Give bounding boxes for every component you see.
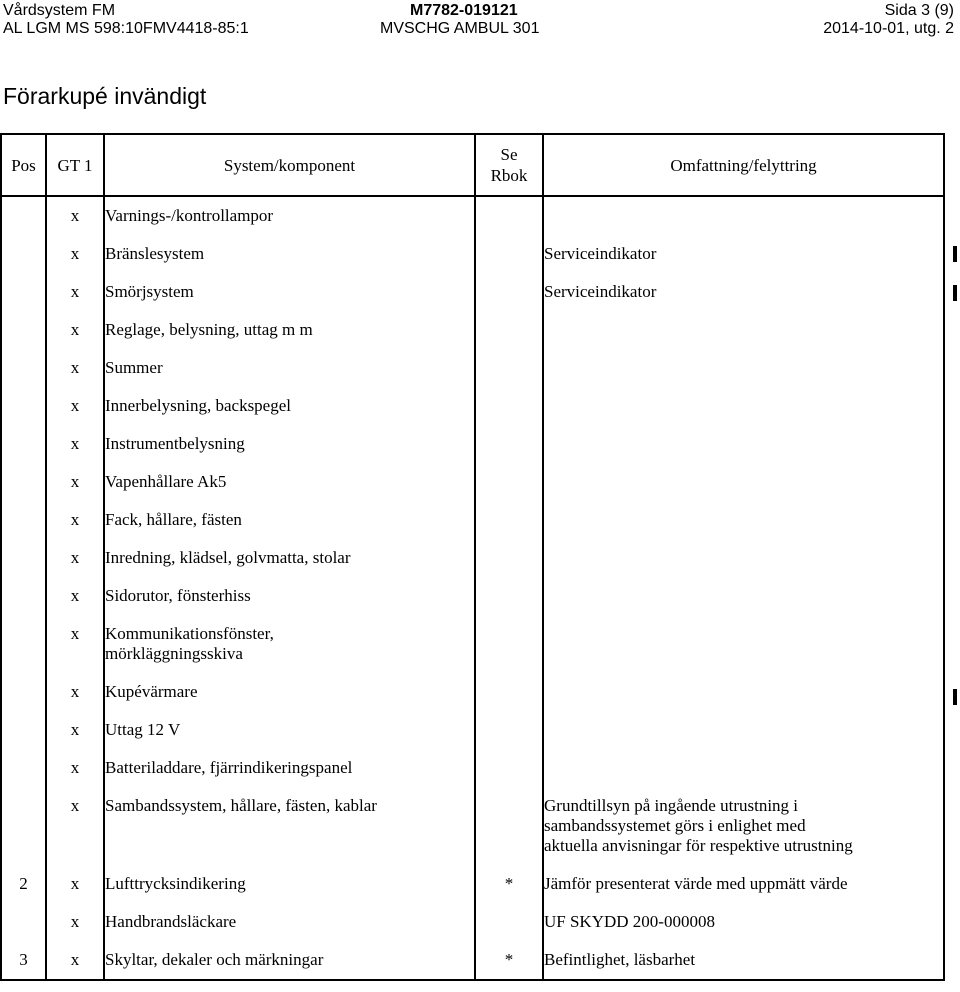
header-date-edition: 2014-10-01, utg. 2 [823, 20, 954, 37]
cell-omfattning [543, 787, 944, 865]
cell-se-rbok [475, 273, 543, 311]
cell-gt-mark: x [46, 349, 104, 387]
table-row [1, 273, 944, 311]
cell-system-component-line: Kupévärmare [105, 682, 198, 701]
cell-omfattning [543, 673, 944, 711]
cell-pos [1, 539, 46, 577]
cell-omfattning [543, 273, 944, 311]
table-row [1, 865, 944, 903]
cell-omfattning [543, 235, 944, 273]
cell-omfattning [543, 749, 944, 787]
table-row [1, 387, 944, 425]
header-document-number: M7782-019121 [410, 2, 518, 19]
cell-gt-mark: x [46, 749, 104, 787]
cell-gt-mark: x [46, 539, 104, 577]
cell-omfattning [543, 425, 944, 463]
table-row [1, 196, 944, 235]
cell-pos [1, 196, 46, 235]
header-pos: Pos [1, 134, 46, 196]
header-omfattning: Omfattning/felyttring [543, 134, 944, 196]
cell-pos [1, 425, 46, 463]
cell-system-component-line: Batteriladdare, fjärrindikeringspanel [105, 758, 353, 777]
cell-omfattning [543, 501, 944, 539]
header-system-component: System/komponent [104, 134, 475, 196]
cell-system-component-line: Handbrandsläckare [105, 912, 237, 931]
cell-gt-mark: x [46, 501, 104, 539]
header-document-reference: AL LGM MS 598:10FMV4418-85:1 [3, 20, 249, 37]
cell-system-component-line: Innerbelysning, backspegel [105, 396, 291, 415]
cell-se-rbok [475, 463, 543, 501]
cell-se-rbok [475, 501, 543, 539]
cell-omfattning [543, 539, 944, 577]
cell-pos [1, 311, 46, 349]
cell-system-component [104, 311, 475, 349]
section-title: Förarkupé invändigt [3, 83, 207, 109]
cell-gt-mark: x [46, 311, 104, 349]
cell-system-component [104, 615, 475, 673]
cell-omfattning [543, 903, 944, 941]
cell-gt-mark: x [46, 273, 104, 311]
cell-se-rbok: * [475, 941, 543, 980]
cell-system-component [104, 539, 475, 577]
header-vehicle-designation: MVSCHG AMBUL 301 [380, 20, 540, 37]
cell-system-component [104, 941, 475, 980]
cell-gt-mark: x [46, 615, 104, 673]
table-row [1, 349, 944, 387]
cell-se-rbok [475, 387, 543, 425]
cell-omfattning [543, 387, 944, 425]
cell-system-component [104, 425, 475, 463]
cell-gt-mark: x [46, 196, 104, 235]
cell-system-component-line: Sambandssystem, hållare, fästen, kablar [105, 796, 377, 815]
cell-system-component-line: Kommunikationsfönster, [105, 624, 274, 643]
cell-gt-mark: x [46, 903, 104, 941]
cell-system-component-line: Skyltar, dekaler och märkningar [105, 950, 324, 969]
cell-omfattning [543, 349, 944, 387]
cell-pos [1, 349, 46, 387]
cell-se-rbok [475, 235, 543, 273]
cell-pos [1, 235, 46, 273]
cell-system-component-line: Vapenhållare Ak5 [105, 472, 227, 491]
cell-pos [1, 711, 46, 749]
cell-se-rbok [475, 425, 543, 463]
cell-omfattning-line: aktuella anvisningar för respektive utrustning [544, 836, 853, 855]
cell-omfattning [543, 941, 944, 980]
cell-omfattning [543, 577, 944, 615]
cell-se-rbok [475, 349, 543, 387]
header-document-name: Vårdsystem FM [3, 2, 116, 19]
cell-pos [1, 615, 46, 673]
cell-gt-mark: x [46, 387, 104, 425]
cell-omfattning [543, 865, 944, 903]
cell-system-component-line: mörkläggningsskiva [105, 644, 243, 663]
maintenance-table [0, 133, 945, 981]
header-gt: GT 1 [46, 134, 104, 196]
cell-system-component-line: Uttag 12 V [105, 720, 181, 739]
table-row [1, 463, 944, 501]
cell-se-rbok [475, 196, 543, 235]
cell-pos [1, 273, 46, 311]
table-row [1, 749, 944, 787]
cell-system-component [104, 749, 475, 787]
cell-system-component-line: Bränslesystem [105, 244, 205, 263]
table-row [1, 235, 944, 273]
cell-system-component-line: Reglage, belysning, uttag m m [105, 320, 313, 339]
table-row [1, 673, 944, 711]
table-row [1, 577, 944, 615]
header-rbok-label: Rbok [490, 166, 528, 185]
cell-gt-mark: x [46, 673, 104, 711]
cell-omfattning [543, 196, 944, 235]
cell-pos [1, 577, 46, 615]
cell-gt-mark: x [46, 711, 104, 749]
cell-system-component-line: Summer [105, 358, 163, 377]
cell-system-component-line: Varnings-/kontrollampor [105, 206, 274, 225]
cell-system-component [104, 463, 475, 501]
cell-system-component [104, 787, 475, 865]
cell-system-component [104, 711, 475, 749]
cell-pos: 3 [1, 941, 46, 980]
change-mark [953, 689, 957, 705]
cell-system-component-line: Smörjsystem [105, 282, 194, 301]
cell-gt-mark: x [46, 463, 104, 501]
cell-system-component [104, 903, 475, 941]
cell-pos [1, 387, 46, 425]
cell-pos [1, 501, 46, 539]
cell-system-component [104, 235, 475, 273]
cell-system-component-line: Lufttrycksindikering [105, 874, 246, 893]
cell-pos [1, 673, 46, 711]
cell-se-rbok [475, 903, 543, 941]
change-mark [953, 285, 957, 301]
cell-omfattning-line: Grundtillsyn på ingående utrustning i [544, 796, 799, 815]
table-row [1, 711, 944, 749]
table-row [1, 311, 944, 349]
cell-omfattning-line: Serviceindikator [544, 244, 657, 263]
cell-gt-mark: x [46, 577, 104, 615]
cell-gt-mark: x [46, 941, 104, 980]
cell-se-rbok [475, 711, 543, 749]
table-row [1, 425, 944, 463]
cell-pos: 2 [1, 865, 46, 903]
cell-system-component [104, 865, 475, 903]
cell-omfattning [543, 615, 944, 673]
cell-system-component [104, 387, 475, 425]
cell-gt-mark: x [46, 425, 104, 463]
cell-omfattning-line: Jämför presenterat värde med uppmätt värde [544, 874, 848, 893]
change-mark [953, 246, 957, 262]
cell-system-component [104, 501, 475, 539]
table-row [1, 903, 944, 941]
cell-omfattning-line: Serviceindikator [544, 282, 657, 301]
cell-omfattning [543, 311, 944, 349]
header-page-number: Sida 3 (9) [884, 2, 954, 19]
cell-gt-mark: x [46, 787, 104, 865]
cell-system-component [104, 273, 475, 311]
table-header-row [1, 134, 944, 196]
cell-pos [1, 903, 46, 941]
cell-gt-mark: x [46, 865, 104, 903]
cell-system-component [104, 349, 475, 387]
cell-omfattning [543, 463, 944, 501]
cell-se-rbok [475, 787, 543, 865]
cell-se-rbok [475, 577, 543, 615]
table-row [1, 941, 944, 980]
cell-pos [1, 463, 46, 501]
table-row [1, 787, 944, 865]
cell-se-rbok: * [475, 865, 543, 903]
cell-omfattning [543, 711, 944, 749]
cell-system-component-line: Instrumentbelysning [105, 434, 245, 453]
cell-system-component [104, 577, 475, 615]
table-row [1, 615, 944, 673]
cell-se-rbok [475, 673, 543, 711]
cell-pos [1, 787, 46, 865]
table-body [1, 196, 944, 980]
cell-system-component-line: Fack, hållare, fästen [105, 510, 242, 529]
cell-system-component-line: Inredning, klädsel, golvmatta, stolar [105, 548, 351, 567]
cell-system-component [104, 673, 475, 711]
cell-se-rbok [475, 539, 543, 577]
cell-omfattning-line: sambandssystemet görs i enlighet med [544, 816, 806, 835]
cell-omfattning-line: UF SKYDD 200-000008 [544, 912, 715, 931]
table-row [1, 539, 944, 577]
cell-se-rbok [475, 615, 543, 673]
cell-system-component [104, 196, 475, 235]
cell-se-rbok [475, 311, 543, 349]
cell-gt-mark: x [46, 235, 104, 273]
cell-system-component-line: Sidorutor, fönsterhiss [105, 586, 251, 605]
cell-pos [1, 749, 46, 787]
header-se-rbok [475, 134, 543, 196]
table-row [1, 501, 944, 539]
cell-omfattning-line: Befintlighet, läsbarhet [544, 950, 696, 969]
cell-se-rbok [475, 749, 543, 787]
header-se-label: Se [500, 145, 518, 164]
